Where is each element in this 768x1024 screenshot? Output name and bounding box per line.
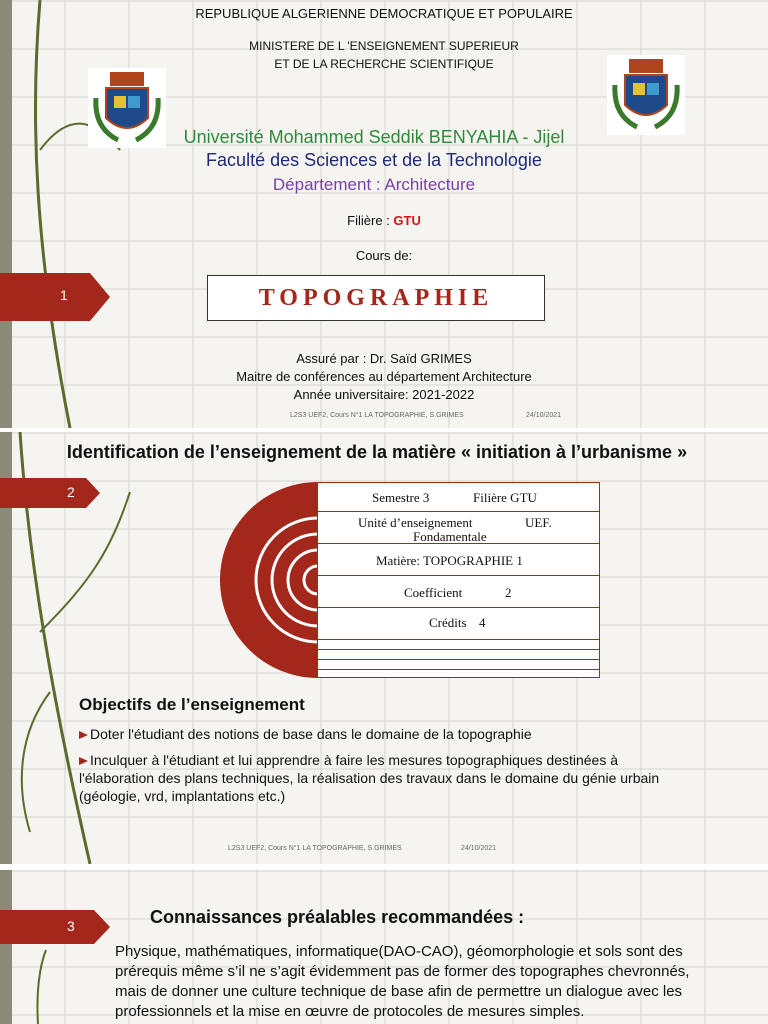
slide-number-3: 3 <box>67 918 75 934</box>
annee-universitaire: Année universitaire: 2021-2022 <box>293 387 475 402</box>
role-line: Maitre de conférences au département Architecture <box>236 369 532 384</box>
paragraph-line-2: prérequis même s’il ne s’agit évidemment pas de former des topographes chevronnés, <box>115 963 690 980</box>
filiere-cell: Filière GTU <box>473 490 537 505</box>
matiere-cell: Matière: TOPOGRAPHIE 1 <box>376 553 523 568</box>
objectifs-list <box>79 725 659 805</box>
coefficient-label: Coefficient <box>404 585 463 600</box>
identification-table <box>317 482 600 678</box>
identification-heading: Identification de l’enseignement de la matière « initiation à l’urbanisme » <box>66 442 688 462</box>
leaf-stem-decoration <box>0 870 80 1024</box>
credits-label: Crédits <box>429 615 467 630</box>
paragraph-line-1: Physique, mathématiques, informatique(DAO-CAO), géomorphologie et sols sont des <box>115 943 683 960</box>
unite-type-cell: Fondamentale <box>413 529 487 544</box>
footer-date-1: 24/10/2021 <box>526 412 562 419</box>
slide-number-1: 1 <box>60 287 68 303</box>
bullet-arrow-icon <box>79 757 88 765</box>
footer-course-info-1: L2S3 UEF2, Cours N°1 LA TOPOGRAPHIE, S.GRIMES <box>290 412 464 419</box>
university-name: Université Mohammed Seddik BENYAHIA - Jijel <box>183 127 565 147</box>
objectif-item-1 <box>79 725 659 743</box>
filiere-line <box>0 213 768 228</box>
footer-course-info-2: L2S3 UEF2, Cours N°1 LA TOPOGRAPHIE, S.GRIMES <box>228 845 402 852</box>
table-row-semestre <box>318 483 599 512</box>
table-row-empty <box>318 661 599 670</box>
objectif-item-2-line-2: l'élaboration des plans techniques, la réalisation des travaux dans le domaine du génie urbain <box>79 770 660 786</box>
course-title: TOPOGRAPHIE <box>258 285 494 311</box>
bullet-arrow-icon <box>79 731 88 739</box>
course-title-box <box>207 275 545 321</box>
slide-number-2: 2 <box>67 484 75 500</box>
faculty-name: Faculté des Sciences et de la Technologie <box>206 150 542 170</box>
slide-2 <box>0 432 768 864</box>
credits-value: 4 <box>479 615 486 630</box>
objectif-text-1: Doter l'étudiant des notions de base dans le domaine de la topographie <box>90 726 532 742</box>
prerequisites-paragraph <box>115 942 745 1022</box>
objectif-item-2 <box>79 751 659 769</box>
paragraph-line-3: mais de donner une culture technique de base afin de permettre un dialogue avec les <box>115 983 683 1000</box>
filiere-label: Filière : <box>347 213 394 228</box>
slide-number-arrow-2 <box>0 478 110 508</box>
concentric-arcs-decoration <box>220 482 320 678</box>
slide-1 <box>0 0 768 428</box>
objectif-text-2-line-1: Inculquer à l'étudiant et lui apprendre à faire les mesures topographiques destinées à <box>90 752 619 768</box>
assure-par: Assuré par : Dr. Saïd GRIMES <box>296 351 472 366</box>
objectif-item-2-line-3: (géologie, vrd, implantations etc.) <box>79 788 286 804</box>
table-row-matiere <box>318 545 599 576</box>
slide-number-arrow-1 <box>0 273 110 321</box>
slide-3 <box>0 870 768 1024</box>
cours-de-label: Cours de: <box>355 248 413 263</box>
table-row-empty <box>318 641 599 650</box>
unite-code-cell: UEF. <box>525 515 552 530</box>
filiere-value: GTU <box>393 213 421 228</box>
republic-header: REPUBLIQUE ALGERIENNE DEMOCRATIQUE ET POPULAIRE <box>195 6 573 21</box>
prerequisites-heading: Connaissances préalables recommandées : <box>150 907 525 927</box>
objectifs-title: Objectifs de l’enseignement <box>79 695 305 714</box>
footer-date-2: 24/10/2021 <box>461 845 497 852</box>
table-row-credits <box>318 609 599 640</box>
table-row-unite <box>318 513 599 544</box>
semestre-cell: Semestre 3 <box>372 490 430 505</box>
paragraph-line-4: professionnels et la mise en œuvre de protocoles de mesures simples. <box>115 1003 585 1020</box>
table-row-empty <box>318 651 599 660</box>
unite-cell: Unité d’enseignement <box>358 515 473 530</box>
department-name: Département : Architecture <box>272 175 476 194</box>
university-crest-right <box>607 55 685 135</box>
table-row-coefficient <box>318 577 599 608</box>
slide-number-arrow-3 <box>0 910 110 944</box>
ministry-line-1: MINISTERE DE L 'ENSEIGNEMENT SUPERIEUR <box>249 39 519 53</box>
ministry-line-2: ET DE LA RECHERCHE SCIENTIFIQUE <box>274 57 494 71</box>
coefficient-value: 2 <box>505 585 512 600</box>
